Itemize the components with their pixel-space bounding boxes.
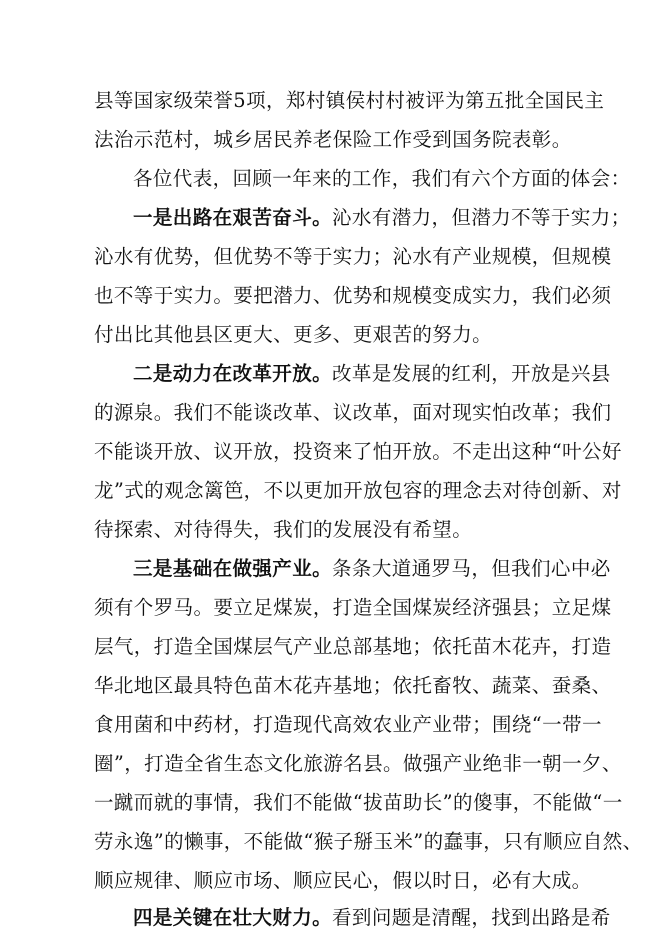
text-segment: 一蹴而就的事情，我们不能做“拔苗助长”的傻事，不能做“一 [94,791,623,814]
text-line [94,830,643,854]
text-line [133,362,611,386]
text-segment: 顺应规律、顺应市场、顺应民心，假以时日，必有大成。 [94,869,592,892]
text-line [94,674,612,698]
bold-heading: 三是基础在做强产业。 [133,557,333,580]
text-line [94,128,572,152]
text-line [133,167,631,191]
text-segment: 层气，打造全国煤层气产业总部基地；依托苗木花卉，打造 [94,635,612,658]
text-line [94,791,623,815]
text-line [94,752,622,776]
text-line [94,401,612,425]
text-segment: 龙”式的观念篱笆，不以更加开放包容的理念去对待创新、对 [94,479,622,502]
text-segment: 法治示范村，城乡居民养老保险工作受到国务院表彰。 [94,128,572,151]
text-line [94,635,612,659]
text-segment: 改革是发展的红利，开放是兴县 [332,362,611,385]
text-segment: 不能谈开放、议开放，投资来了怕开放。不走出这种“叶公好 [94,440,622,463]
text-line [133,906,611,930]
text-segment: 须有个罗马。要立足煤炭，打造全国煤炭经济强县；立足煤 [94,596,612,619]
text-segment: 沁水有优势，但优势不等于实力；沁水有产业规模，但规模 [94,245,612,268]
text-line [94,518,566,542]
bold-heading: 二是动力在改革开放。 [133,362,333,385]
text-segment: 劳永逸”的懒事，不能做“猴子掰玉米”的蠢事，只有顺应自然、 [94,830,643,853]
text-segment: 看到问题是清醒，找到出路是希 [332,906,611,929]
bold-heading: 四是关键在壮大财力。 [133,906,333,929]
text-segment: 食用菌和中药材，打造现代高效农业产业带；围绕“一带一 [94,713,602,736]
text-line [94,596,612,620]
text-segment: 的源泉。我们不能谈改革、议改革，面对现实怕改革；我们 [94,401,612,424]
text-line [94,869,592,893]
text-line [94,89,605,113]
text-line [94,323,566,347]
text-line [94,479,622,503]
text-line [133,557,611,581]
text-line [133,206,631,230]
text-segment: 也不等于实力。要把潜力、优势和规模变成实力，我们必须 [94,284,612,307]
text-segment: 待探索、对待得失，我们的发展没有希望。 [94,518,473,541]
text-line [94,245,612,269]
text-line [94,284,612,308]
text-segment: 华北地区最具特色苗木花卉基地；依托畜牧、蔬菜、蚕桑、 [94,674,612,697]
text-segment: 付出比其他县区更大、更多、更艰苦的努力。 [94,323,493,346]
text-segment: 各位代表，回顾一年来的工作，我们有六个方面的体会： [133,167,631,190]
bold-heading: 一是出路在艰苦奋斗。 [133,206,333,229]
text-line [94,440,622,464]
text-segment: 条条大道通罗马，但我们心中必 [332,557,611,580]
text-line [94,713,602,737]
text-segment: 圈”，打造全省生态文化旅游名县。做强产业绝非一朝一夕、 [94,752,622,775]
text-segment: 沁水有潜力，但潜力不等于实力； [332,206,631,229]
text-segment: 县等国家级荣誉5项，郑村镇侯村村被评为第五批全国民主 [94,89,605,112]
